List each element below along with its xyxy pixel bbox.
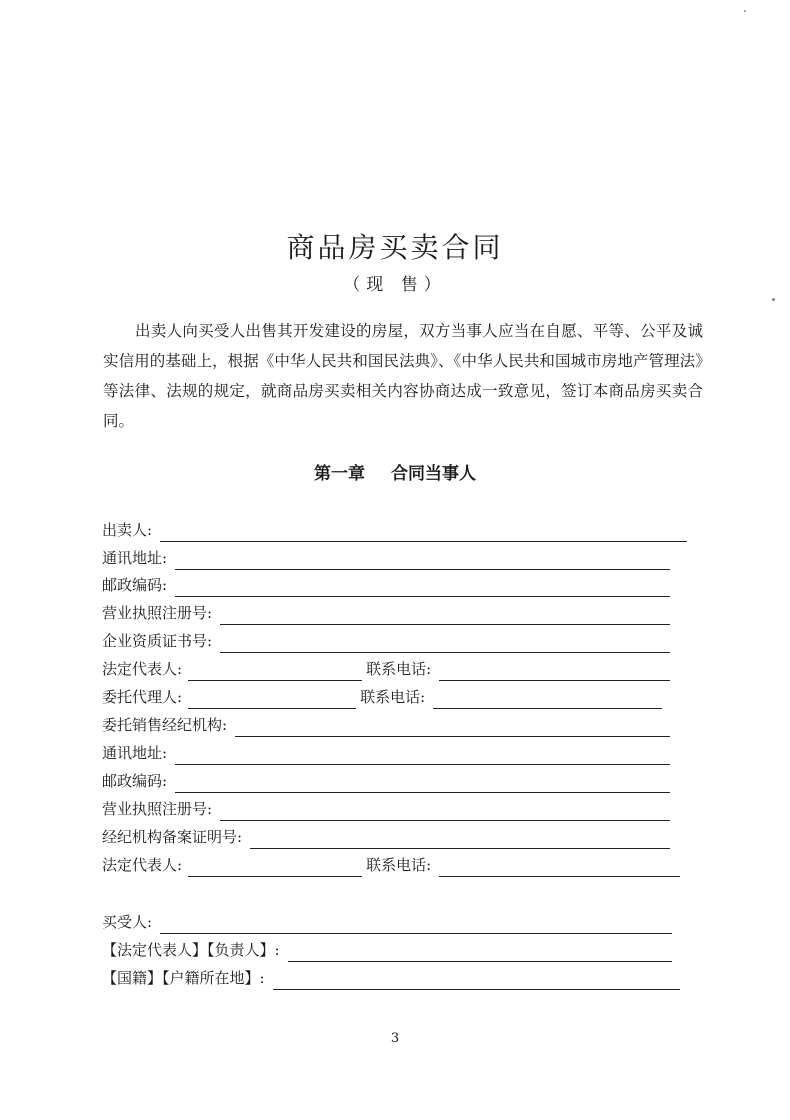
field-legal-rep: [102, 657, 670, 681]
field-agent: [102, 685, 662, 709]
blank-line[interactable]: [220, 802, 670, 821]
chapter-number: 第一章: [314, 464, 366, 484]
blank-line[interactable]: [235, 718, 670, 737]
blank-line[interactable]: [188, 662, 362, 681]
blank-line[interactable]: [220, 634, 670, 653]
blank-line[interactable]: [220, 606, 670, 625]
blank-line[interactable]: [175, 774, 670, 793]
field-label: 通讯地址:: [102, 549, 168, 567]
intro-text: 出卖人向买受人出售其开发建设的房屋，双方当事人应当在自愿、平等、公平及诚实信用的基础上，根据《中华人民共和国民法典》、《中华人民共和国城市房地产管理法》等法律、法规的规定，就商品房买卖相关内容协商达成一致意见，签订本商品房买卖合同。: [103, 322, 703, 430]
field-label: 联系电话:: [366, 856, 432, 874]
blank-line[interactable]: [160, 523, 687, 542]
field-seller-address: [102, 546, 670, 570]
blank-line[interactable]: [273, 971, 680, 990]
field-label: 通讯地址:: [102, 744, 168, 762]
blank-line[interactable]: [160, 915, 672, 934]
blank-line[interactable]: [439, 662, 670, 681]
field-agency-legal-rep: [102, 853, 680, 877]
document-title: 商品房买卖合同: [286, 231, 504, 264]
blank-line[interactable]: [175, 746, 670, 765]
field-license-no: [102, 601, 670, 625]
field-label: 营业执照注册号:: [102, 800, 213, 818]
field-seller-postcode: [102, 573, 670, 597]
field-buyer: [102, 910, 672, 934]
field-label: 委托销售经纪机构:: [102, 716, 228, 734]
intro-paragraph: [103, 316, 703, 436]
blank-line[interactable]: [433, 690, 662, 709]
field-label: 法定代表人:: [102, 856, 183, 874]
field-seller: [102, 518, 687, 542]
field-label: 联系电话:: [366, 660, 432, 678]
chapter-heading: [0, 459, 790, 484]
blank-line[interactable]: [288, 943, 672, 962]
field-label: 经纪机构备案证明号:: [102, 828, 243, 846]
field-agency-address: [102, 741, 670, 765]
field-label: 【法定代表人】【负责人】:: [102, 941, 280, 959]
field-agency-license-no: [102, 797, 670, 821]
blank-line[interactable]: [188, 690, 356, 709]
field-buyer-legal-rep: [102, 938, 672, 962]
field-label: 邮政编码:: [102, 772, 168, 790]
blank-line[interactable]: [188, 858, 362, 877]
field-agency-record-no: [102, 825, 670, 849]
blank-line[interactable]: [175, 551, 670, 570]
field-label: 邮政编码:: [102, 576, 168, 594]
field-label: 【国籍】【户籍所在地】:: [102, 969, 265, 987]
field-label: 企业资质证书号:: [102, 632, 213, 650]
page-number: 3: [390, 1031, 400, 1046]
field-qualification-no: [102, 629, 670, 653]
field-label: 出卖人:: [102, 521, 153, 539]
field-label: 联系电话:: [360, 688, 426, 706]
field-buyer-nationality: [102, 966, 680, 990]
field-label: 法定代表人:: [102, 660, 183, 678]
chapter-name: 合同当事人: [390, 464, 476, 484]
scan-speck: [744, 10, 746, 12]
field-label: 营业执照注册号:: [102, 604, 213, 622]
field-agency-postcode: [102, 769, 670, 793]
field-label: 买受人:: [102, 913, 153, 931]
blank-line[interactable]: [175, 578, 670, 597]
blank-line[interactable]: [250, 830, 670, 849]
field-agency: [102, 713, 670, 737]
field-label: 委托代理人:: [102, 688, 183, 706]
scan-speck: [772, 298, 775, 301]
document-subtitle: （现 售）: [343, 275, 447, 295]
blank-line[interactable]: [439, 858, 680, 877]
